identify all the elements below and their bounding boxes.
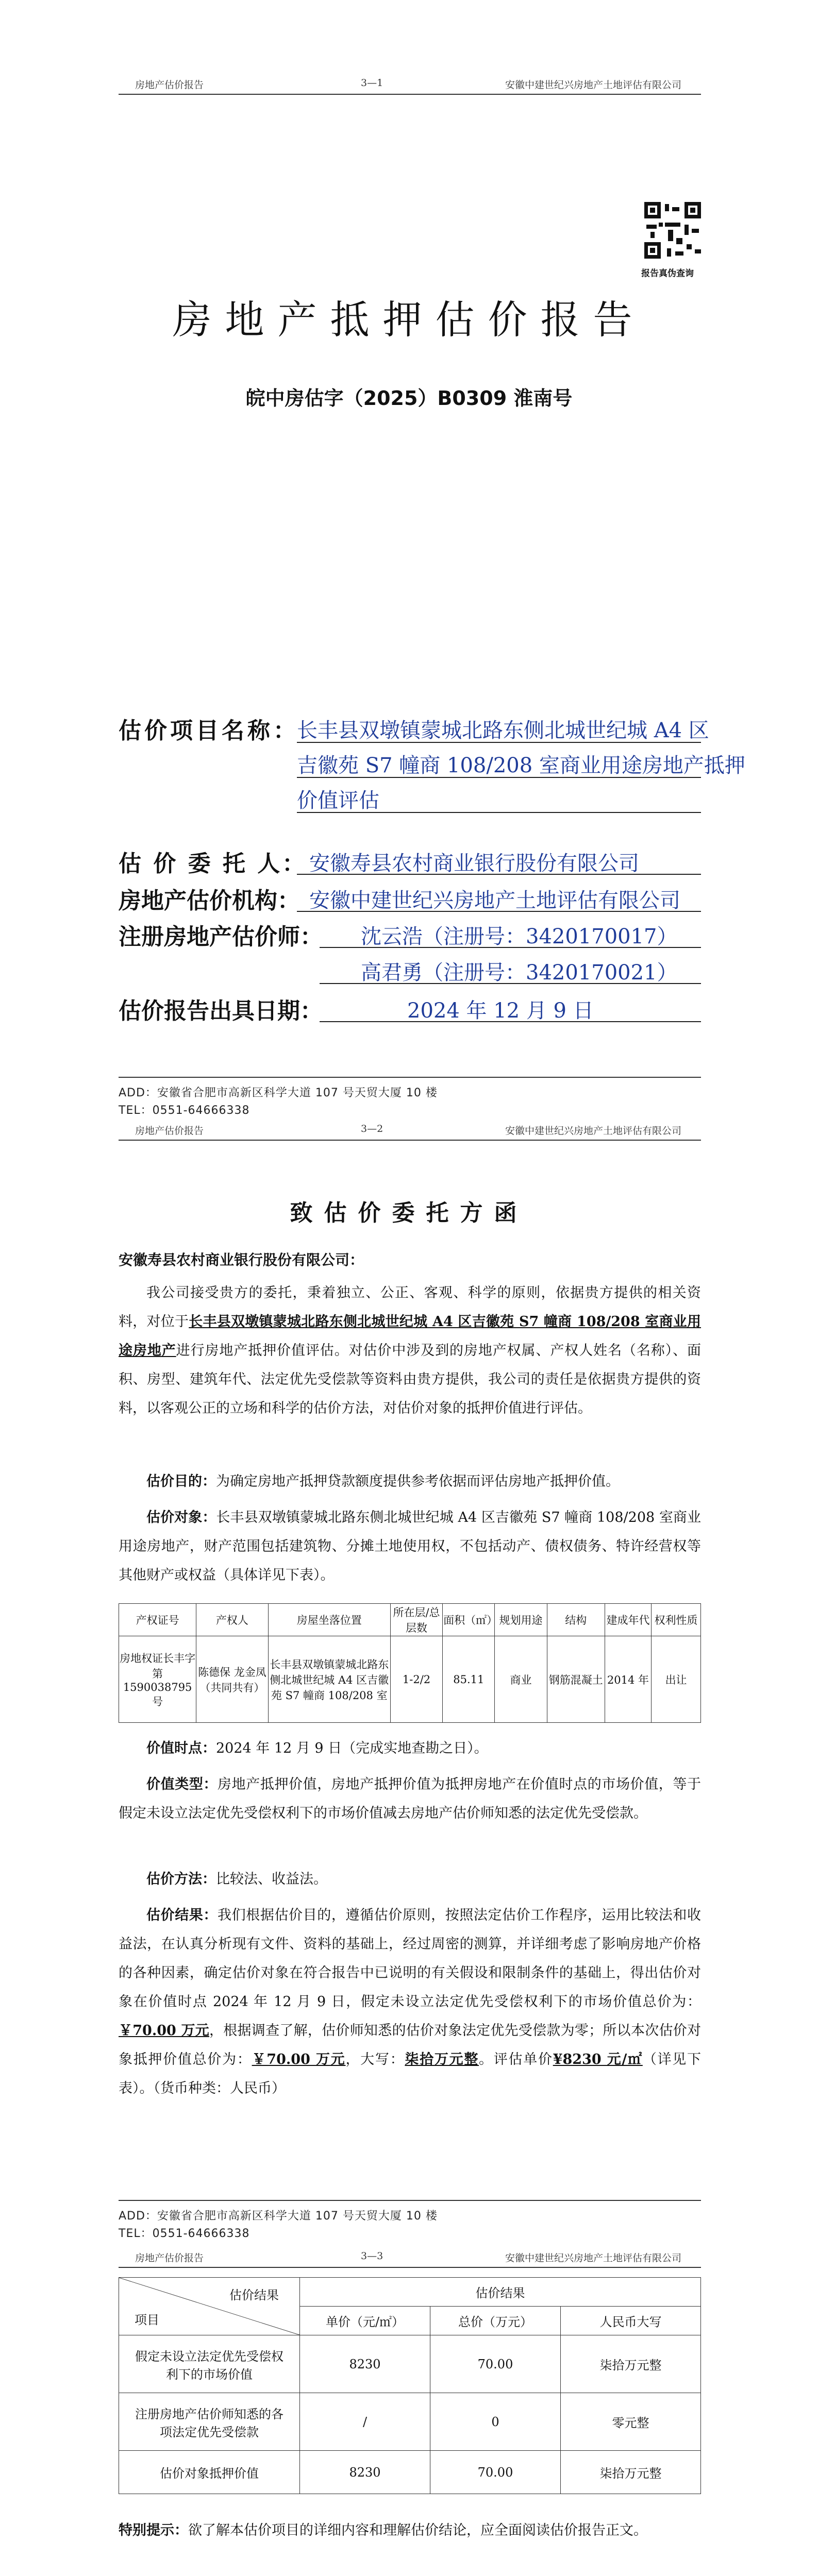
page2-footer-address: ADD：安徽省合肥市高新区科学大道 107 号天贸大厦 10 楼 — [119, 2210, 438, 2223]
purpose-paragraph: 估价目的：为确定房地产抵押贷款额度提供参考依据而评估房地产抵押价值。 — [146, 1473, 620, 1489]
page1-footer-address: ADD：安徽省合肥市高新区科学大道 107 号天贸大厦 10 楼 — [119, 1087, 438, 1099]
property-table-header — [119, 1604, 701, 1636]
client-underline — [297, 874, 701, 875]
value-date-paragraph: 价值时点：2024 年 12 月 9 日（完成实地查勘之日）。 — [146, 1740, 488, 1756]
page1-header-rule — [119, 94, 701, 95]
project-line-1: 长丰县双墩镇蒙城北路东侧北城世纪城 A4 区 — [297, 719, 709, 742]
method-paragraph: 估价方法：比较法、收益法。 — [146, 1871, 327, 1887]
page3-header-right: 安徽中建世纪兴房地产土地评估有限公司 — [505, 2252, 682, 2264]
market-value-total: ￥70.00 万元 — [119, 2023, 210, 2039]
th-structure: 结构 — [547, 1604, 605, 1636]
appraiser-underline-1 — [320, 947, 701, 948]
appraiser-underline-2 — [320, 983, 701, 984]
page2-header-page-number: 3—2 — [361, 1123, 383, 1134]
property-table-row — [119, 1636, 701, 1723]
project-line-3: 价值评估 — [297, 789, 379, 812]
project-line-2: 吉徽苑 S7 幢商 108/208 室商业用途房地产抵押 — [297, 754, 745, 777]
addressee: 安徽寿县农村商业银行股份有限公司： — [119, 1251, 364, 1268]
page2-footer-tel: TEL：0551-64666338 — [119, 2227, 250, 2240]
value-type-paragraph: 价值类型：房地产抵押价值，房地产抵押价值为抵押房地产在价值时点的市场价值，等于假定未设立法定优先受偿权利下的市场价值减去房地产估价师知悉的法定优先受偿款。 — [119, 1776, 702, 1821]
appraiser-label: 注册房地产估价师： — [119, 924, 323, 950]
row-market-total: 70.00 — [430, 2335, 561, 2393]
th-owner: 产权人 — [196, 1604, 268, 1636]
subject-property: 长丰县双墩镇蒙城北路东侧北城世纪城 A4 区吉徽苑 S7 幢商 108/208 室商业用途房地产 — [119, 1314, 702, 1359]
org-underline — [297, 911, 701, 912]
td-area: 85.11 — [443, 1636, 495, 1723]
letter-paragraph-1: 我公司接受贵方的委托，秉着独立、公正、客观、科学的原则，依据贵方提供的相关资料，对位于长丰县双墩镇蒙城北路东侧北城世纪城 A4 区吉徽苑 S7 幢商 108/208 室商业用途房地产进行房地产抵押价值评估。对估价中涉及到的房地产权属、产权人姓名（名称）、面积、房型、建筑年代、法定优先受偿款等资料由贵方提供，我公司的责任是依据贵方提供的资料，以客观公正的立场和科学的估价方法，对估价对象的抵押价值进行评估。 — [119, 1285, 702, 1416]
org-label: 房地产估价机构： — [119, 888, 300, 914]
th-unit-price: 单价（元/㎡） — [300, 2307, 430, 2335]
corner-top-label: 估价结果 — [229, 2288, 279, 2302]
special-note: 特别提示：欲了解本估价项目的详细内容和理解估价结论，应全面阅读估价报告正文。 — [119, 2522, 647, 2538]
td-floor: 1-2/2 — [390, 1636, 442, 1723]
page2-footer-rule — [119, 2200, 701, 2201]
result-table-corner — [119, 2278, 300, 2335]
page3-header-page-number: 3—3 — [361, 2250, 383, 2262]
row-market-label: 假定未设立法定优先受偿权利下的市场价值 — [119, 2335, 300, 2393]
page1-footer-tel: TEL：0551-64666338 — [119, 1104, 250, 1117]
project-underline-2 — [297, 777, 701, 778]
td-owner: 陈德保 龙金凤（共同共有） — [196, 1636, 268, 1723]
result-row-mortgage — [119, 2451, 701, 2494]
property-table — [119, 1603, 701, 1723]
td-structure: 钢筋混凝土 — [547, 1636, 605, 1723]
row-mortgage-total: 70.00 — [430, 2451, 561, 2494]
row-mortgage-label: 估价对象抵押价值 — [119, 2451, 300, 2494]
row-mortgage-words: 柒拾万元整 — [561, 2451, 701, 2494]
project-underline-1 — [297, 742, 701, 743]
th-rmb-words: 人民币大写 — [561, 2307, 701, 2335]
report-title: 房地产抵押估价报告 — [172, 297, 646, 343]
unit-price: ¥8230 元/㎡ — [553, 2052, 643, 2067]
result-paragraph: 估价结果：我们根据估价目的，遵循估价原则，按照法定估价工作程序，运用比较法和收益法，在认真分析现有文件、资料的基础上，经过周密的测算，并详细考虑了影响房地产价格的各种因素，确定估价对象在符合报告中已说明的有关假设和限制条件的基础上，得出估价对象在价值时点 2024 年 12 月 9 日，假定未设立法定优先受偿权利下的市场价值总价为：￥70.00 万元，根据调查了解，估价师知悉的估价对象法定优先受偿款为零；所以本次估价对象抵押价值总价为：￥70.00 万元，大写：柒拾万元整。评估单价¥8230 元/㎡（详见下表）。（货币种类：人民币） — [119, 1907, 702, 2096]
row-priority-label: 注册房地产估价师知悉的各项法定优先受偿款 — [119, 2393, 300, 2451]
row-priority-unit: / — [300, 2393, 430, 2451]
object-paragraph: 估价对象：长丰县双墩镇蒙城北路东侧北城世纪城 A4 区吉徽苑 S7 幢商 108/208 室商业用途房地产，财产范围包括建筑物、分摊土地使用权，不包括动产、债权债务、特许经营权等其他财产或权益（具体详见下表）。 — [119, 1510, 702, 1583]
row-priority-total: 0 — [430, 2393, 561, 2451]
row-market-unit: 8230 — [300, 2335, 430, 2393]
page2-header-rule — [119, 1140, 701, 1141]
th-location: 房屋坐落位置 — [268, 1604, 390, 1636]
date-underline — [320, 1021, 701, 1022]
row-mortgage-unit: 8230 — [300, 2451, 430, 2494]
row-market-words: 柒拾万元整 — [561, 2335, 701, 2393]
row-priority-words: 零元整 — [561, 2393, 701, 2451]
page1-header-page-number: 3—1 — [361, 77, 383, 89]
project-label: 估价项目名称： — [119, 718, 299, 744]
th-area: 面积（㎡） — [443, 1604, 495, 1636]
page3-header-left: 房地产估价报告 — [135, 2252, 204, 2264]
th-floor: 所在层/总层数 — [390, 1604, 442, 1636]
td-year: 2014 年 — [605, 1636, 651, 1723]
page3-header-rule — [119, 2267, 701, 2268]
th-total-price: 总价（万元） — [430, 2307, 561, 2335]
page2-header-left: 房地产估价报告 — [135, 1125, 204, 1137]
th-year: 建成年代 — [605, 1604, 651, 1636]
corner-bottom-label: 项目 — [135, 2313, 159, 2327]
mortgage-value-total: ￥70.00 万元 — [252, 2052, 346, 2067]
appraiser-1: 沈云浩（注册号：3420170017） — [361, 925, 678, 948]
qr-caption: 报告真伪查询 — [641, 268, 694, 279]
page2-header-right: 安徽中建世纪兴房地产土地评估有限公司 — [505, 1125, 682, 1137]
page1-header-left: 房地产估价报告 — [135, 79, 204, 91]
letter-title: 致估价委托方函 — [290, 1200, 528, 1226]
td-cert: 房地权证长丰字第 1590038795 号 — [119, 1636, 196, 1723]
qr-code — [644, 202, 701, 259]
page1-footer-rule — [119, 1077, 701, 1078]
result-row-market — [119, 2335, 701, 2393]
td-location: 长丰县双墩镇蒙城北路东侧北城世纪城 A4 区吉徽苑 S7 幢商 108/208 室 — [268, 1636, 390, 1723]
report-number: 皖中房估字（2025）B0309 淮南号 — [245, 387, 573, 410]
date-label: 估价报告出具日期： — [119, 998, 323, 1024]
th-right: 权利性质 — [652, 1604, 701, 1636]
client-value: 安徽寿县农村商业银行股份有限公司 — [309, 852, 639, 875]
mortgage-value-words: 柒拾万元整 — [405, 2052, 479, 2067]
project-underline-3 — [297, 812, 701, 813]
appraiser-2: 高君勇（注册号：3420170021） — [361, 961, 678, 985]
th-cert: 产权证号 — [119, 1604, 196, 1636]
client-label: 估 价 委 托 人： — [119, 851, 307, 877]
org-value: 安徽中建世纪兴房地产土地评估有限公司 — [309, 889, 680, 912]
result-group-header: 估价结果 — [300, 2278, 701, 2307]
td-use: 商业 — [495, 1636, 547, 1723]
td-right: 出让 — [652, 1636, 701, 1723]
th-use: 规划用途 — [495, 1604, 547, 1636]
result-row-priority — [119, 2393, 701, 2451]
page1-header-right: 安徽中建世纪兴房地产土地评估有限公司 — [505, 79, 682, 91]
date-value: 2024 年 12 月 9 日 — [407, 999, 594, 1023]
result-table — [119, 2277, 701, 2494]
